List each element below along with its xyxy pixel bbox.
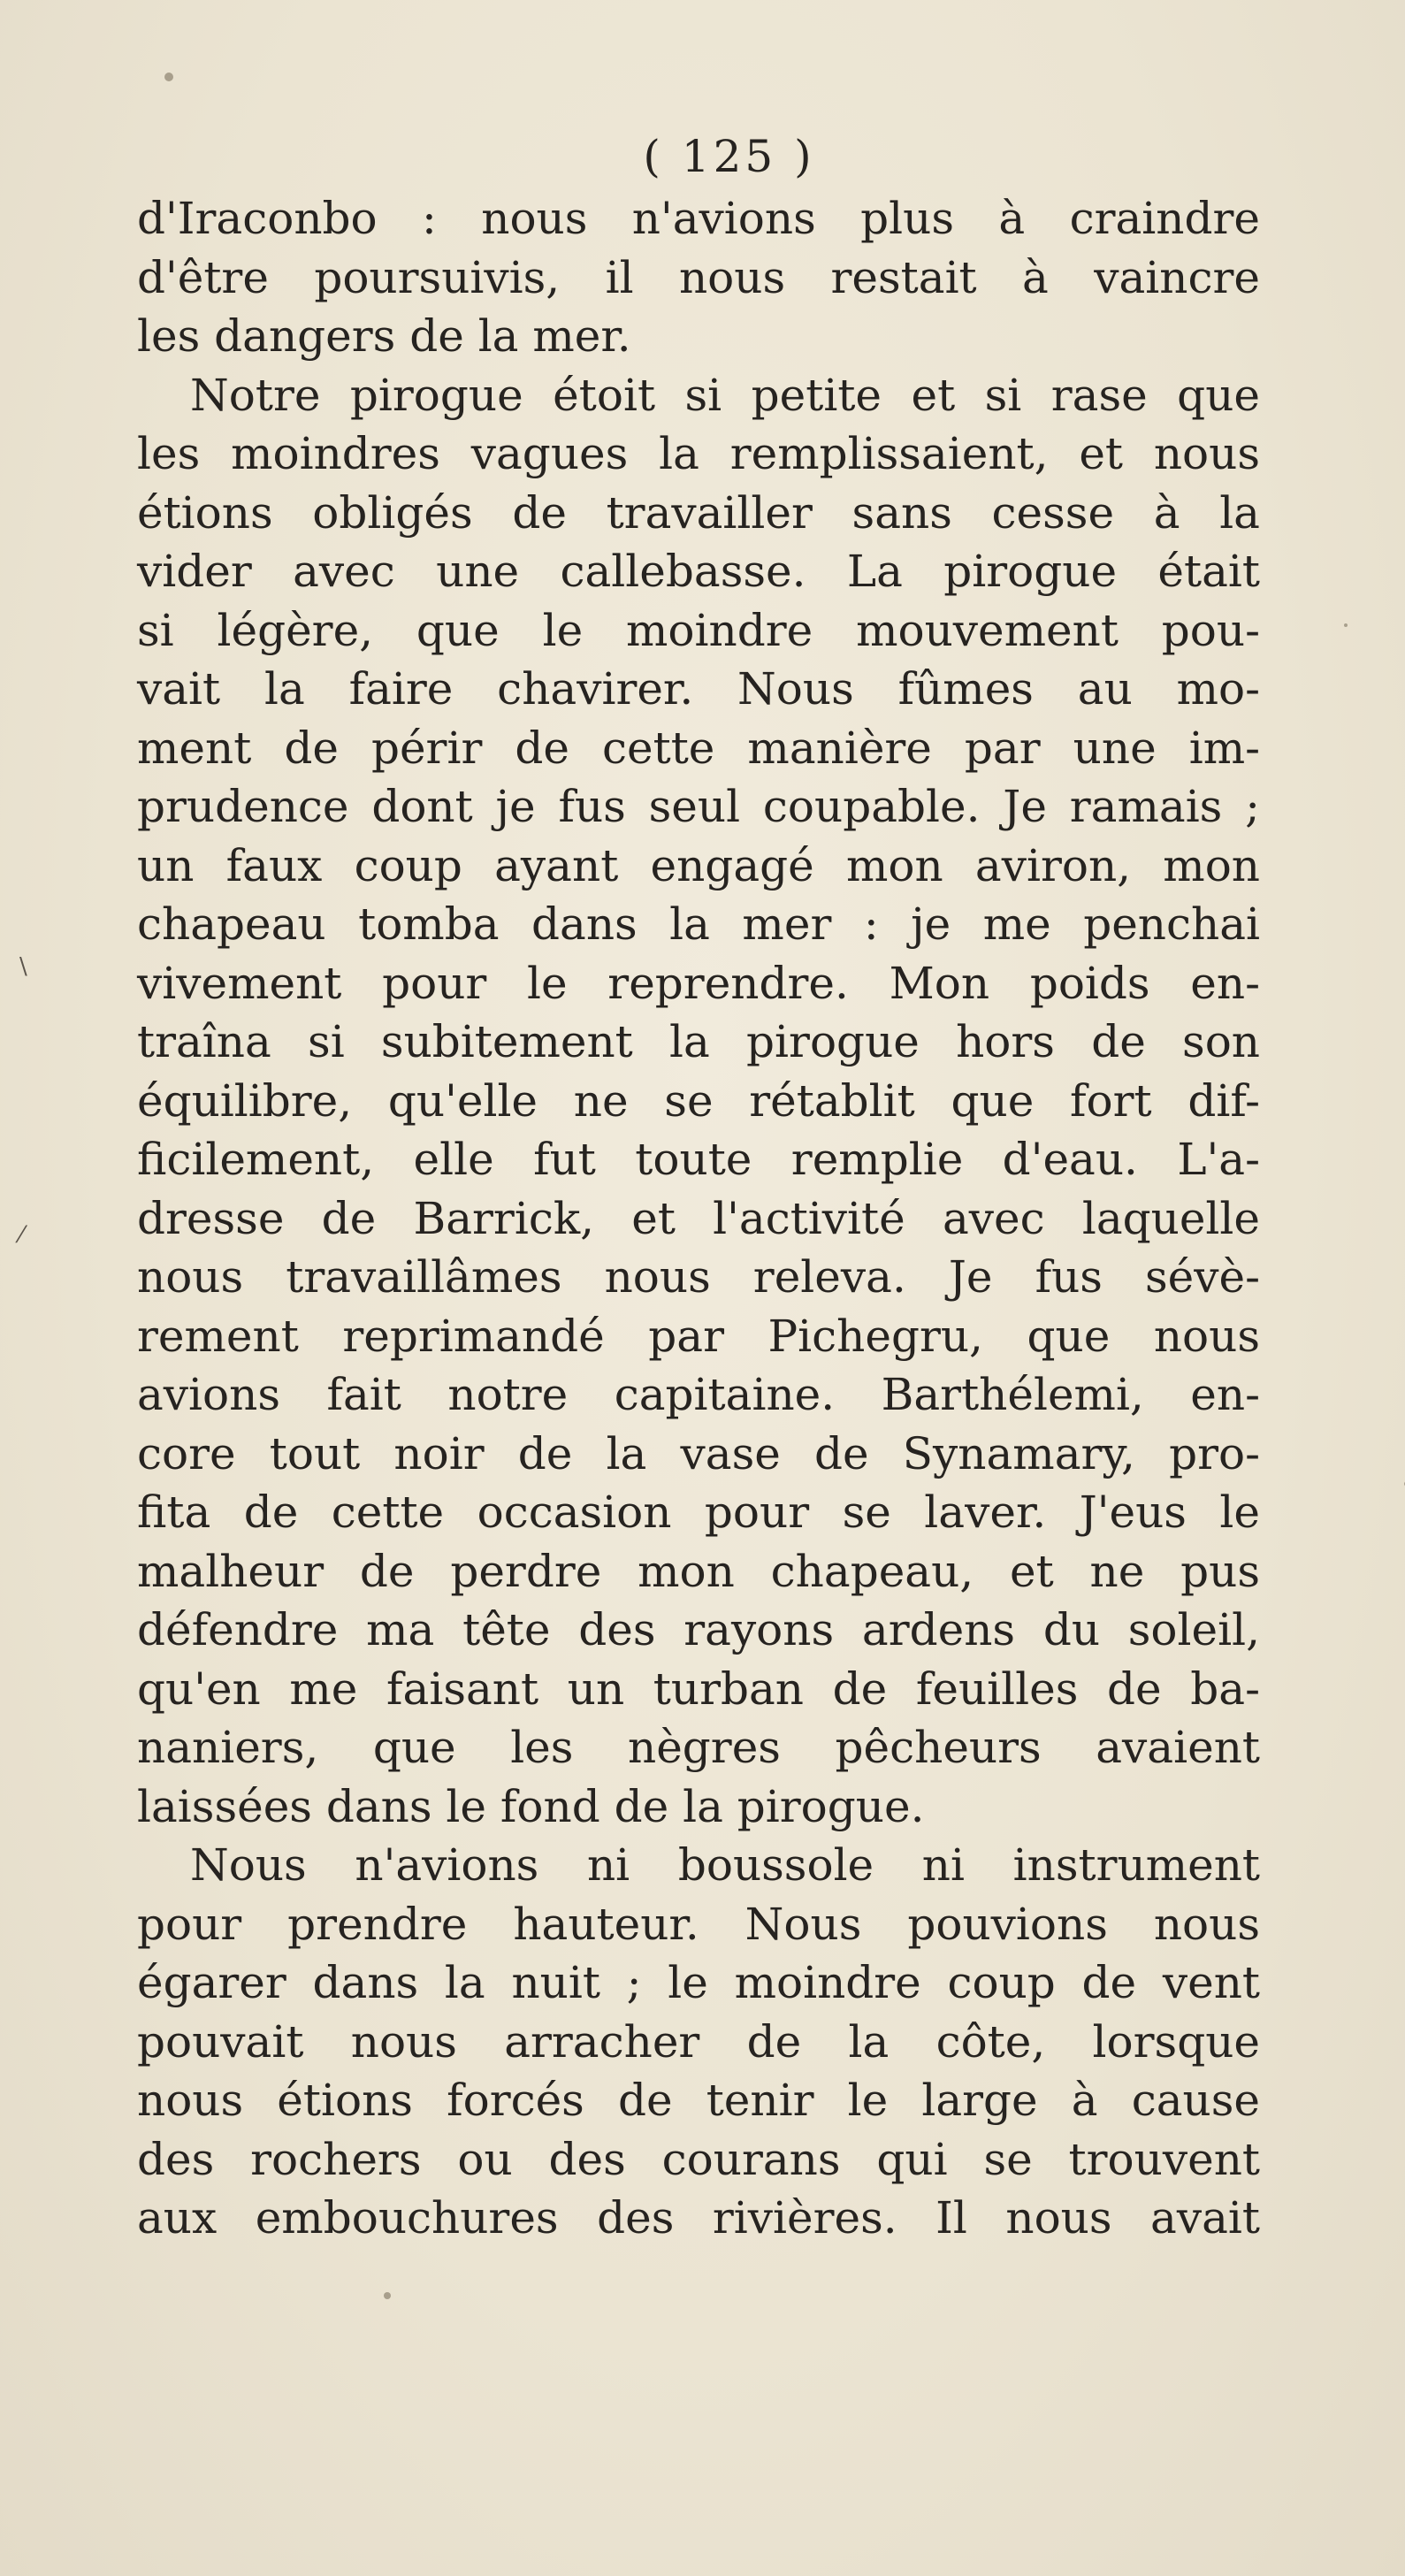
text-line: naniers, que les nègres pêcheurs avaient xyxy=(137,1722,1260,1773)
text-line: vider avec une callebasse. La pirogue était xyxy=(137,546,1260,597)
text-line: vivement pour le reprendre. Mon poids en- xyxy=(137,957,1260,1009)
margin-mark: \ xyxy=(19,953,27,980)
text-line: nous travaillâmes nous releva. Je fus sévè- xyxy=(137,1251,1260,1303)
text-line: aux embouchures des rivières. Il nous avait xyxy=(137,2192,1260,2243)
text-line: rement reprimandé par Pichegru, que nous xyxy=(137,1310,1260,1362)
text-line: laissées dans le fond de la pirogue. xyxy=(137,1780,925,1832)
text-line: chapeau tomba dans la mer : je me penchai xyxy=(137,898,1260,950)
text-line: avions fait notre capitaine. Barthélemi, en- xyxy=(137,1369,1260,1420)
text-line: étions obligés de travailler sans cesse à la xyxy=(137,486,1260,539)
text-line: d'être poursuivis, il nous restait à vaincre xyxy=(137,251,1260,303)
text-line: pouvait nous arracher de la côte, lorsque xyxy=(137,2015,1260,2068)
text-line: défendre ma tête des rayons ardens du soleil, xyxy=(137,1604,1260,1655)
text-line: ment de périr de cette manière par une im- xyxy=(137,722,1260,774)
text-line: des rochers ou des courans qui se trouvent xyxy=(137,2133,1260,2185)
paper-speck xyxy=(1344,623,1348,627)
text-line: nous étions forcés de tenir le large à cause xyxy=(137,2075,1260,2126)
text-line: malheur de perdre mon chapeau, et ne pus xyxy=(137,1545,1260,1597)
text-line: fita de cette occasion pour se laver. J'eus le xyxy=(137,1487,1260,1538)
text-line: équilibre, qu'elle ne se rétablit que fort dif- xyxy=(137,1074,1260,1127)
body-text xyxy=(137,189,1260,2248)
text-line: si légère, que le moindre mouvement pou- xyxy=(137,604,1260,656)
text-line: vait la faire chavirer. Nous fûmes au mo- xyxy=(137,663,1260,715)
text-line: Notre pirogue étoit si petite et si rase que xyxy=(190,369,1260,421)
text-line: qu'en me faisant un turban de feuilles de ba- xyxy=(137,1663,1260,1715)
text-line: dresse de Barrick, et l'activité avec laquelle xyxy=(137,1192,1260,1244)
paper-speck xyxy=(164,73,173,81)
text-line: prudence dont je fus seul coupable. Je ramais ; xyxy=(137,781,1260,832)
paper-speck xyxy=(384,2292,391,2299)
margin-mark: ⁄ xyxy=(19,1222,24,1249)
text-line: traîna si subitement la pirogue hors de son xyxy=(137,1016,1260,1067)
text-line: ficilement, elle fut toute remplie d'eau. L'a- xyxy=(137,1134,1260,1185)
text-line: égarer dans la nuit ; le moindre coup de vent xyxy=(137,1957,1260,2008)
text-line: pour prendre hauteur. Nous pouvions nous xyxy=(137,1898,1260,1950)
text-line: core tout noir de la vase de Synamary, pro- xyxy=(137,1427,1260,1479)
page-number: ( 125 ) xyxy=(643,131,815,182)
text-line: d'Iraconbo : nous n'avions plus à craindre xyxy=(137,193,1260,244)
text-line: les dangers de la mer. xyxy=(137,310,631,362)
text-line: les moindres vagues la remplissaient, et nous xyxy=(137,428,1260,479)
text-line: Nous n'avions ni boussole ni instrument xyxy=(190,1839,1260,1891)
text-line: un faux coup ayant engagé mon aviron, mon xyxy=(137,839,1260,891)
